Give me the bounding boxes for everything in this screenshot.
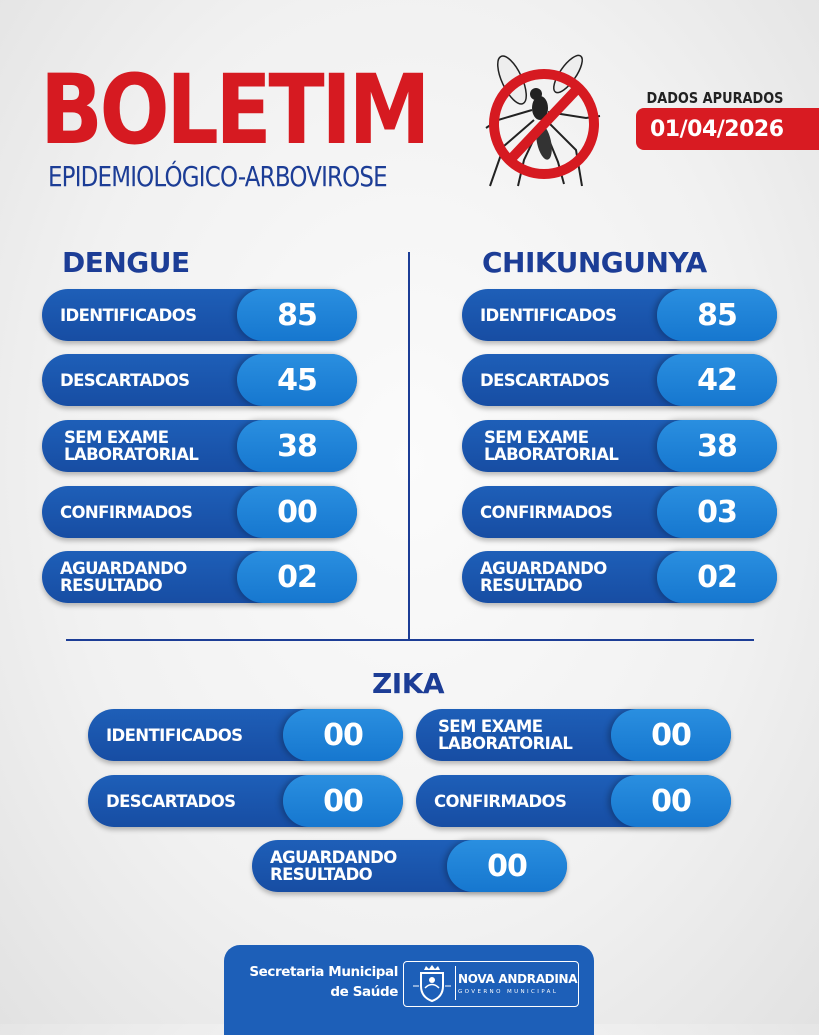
row-value: 02 <box>657 551 777 603</box>
chikungunya-confirmados-row <box>462 486 777 538</box>
health-department-label <box>236 962 398 1002</box>
row-label: AGUARDANDO RESULTADO <box>480 559 607 595</box>
row-value: 45 <box>237 354 357 406</box>
zika-sem-exame-row <box>416 709 731 761</box>
footer-line-2: de Saúde <box>330 984 398 1000</box>
row-value: 02 <box>237 551 357 603</box>
row-value: 85 <box>237 289 357 341</box>
zika-aguardando-row <box>252 840 567 892</box>
dengue-sem-exame-row <box>42 420 357 472</box>
row-label: SEM EXAME LABORATORIAL <box>438 717 573 753</box>
dengue-aguardando-row <box>42 551 357 603</box>
city-name: NOVA ANDRADINA <box>458 972 578 986</box>
dengue-confirmados-row <box>42 486 357 538</box>
row-label: AGUARDANDO RESULTADO <box>60 559 187 595</box>
footer-line-1: Secretaria Municipal <box>249 964 398 980</box>
row-value: 00 <box>611 775 731 827</box>
dengue-descartados-row <box>42 354 357 406</box>
row-label: CONFIRMADOS <box>434 791 567 811</box>
section-divider <box>66 639 754 641</box>
logo-divider <box>455 966 456 1000</box>
date-label: DADOS APURADOS <box>646 89 784 107</box>
bulletin-subtitle: EPIDEMIOLÓGICO-ARBOVIROSE <box>48 160 387 193</box>
row-value: 42 <box>657 354 777 406</box>
city-crest-icon <box>412 964 452 1004</box>
row-label: CONFIRMADOS <box>480 502 613 522</box>
row-value: 00 <box>283 775 403 827</box>
row-label: DESCARTADOS <box>60 370 190 390</box>
city-subtitle: GOVERNO MUNICIPAL <box>458 989 559 995</box>
row-value: 03 <box>657 486 777 538</box>
row-label: CONFIRMADOS <box>60 502 193 522</box>
row-value: 00 <box>611 709 731 761</box>
zika-title: ZIKA <box>372 667 445 700</box>
row-value: 00 <box>447 840 567 892</box>
chikungunya-aguardando-row <box>462 551 777 603</box>
bulletin-title: BOLETIM <box>40 54 428 166</box>
row-label: AGUARDANDO RESULTADO <box>270 848 397 884</box>
row-value: 85 <box>657 289 777 341</box>
zika-confirmados-row <box>416 775 731 827</box>
row-label: IDENTIFICADOS <box>480 305 617 325</box>
column-divider <box>408 252 410 640</box>
dengue-title: DENGUE <box>62 246 190 279</box>
row-value: 00 <box>283 709 403 761</box>
zika-identificados-row <box>88 709 403 761</box>
chikungunya-identificados-row <box>462 289 777 341</box>
row-label: IDENTIFICADOS <box>60 305 197 325</box>
chikungunya-sem-exame-row <box>462 420 777 472</box>
zika-descartados-row <box>88 775 403 827</box>
row-label: SEM EXAME LABORATORIAL <box>64 428 199 464</box>
no-mosquito-icon <box>478 50 606 190</box>
dengue-identificados-row <box>42 289 357 341</box>
chikungunya-descartados-row <box>462 354 777 406</box>
chikungunya-title: CHIKUNGUNYA <box>482 246 707 279</box>
row-value: 00 <box>237 486 357 538</box>
row-value: 38 <box>657 420 777 472</box>
row-label: IDENTIFICADOS <box>106 725 243 745</box>
row-value: 38 <box>237 420 357 472</box>
date-badge: 01/04/2026 <box>636 108 819 150</box>
row-label: DESCARTADOS <box>106 791 236 811</box>
row-label: SEM EXAME LABORATORIAL <box>484 428 619 464</box>
row-label: DESCARTADOS <box>480 370 610 390</box>
